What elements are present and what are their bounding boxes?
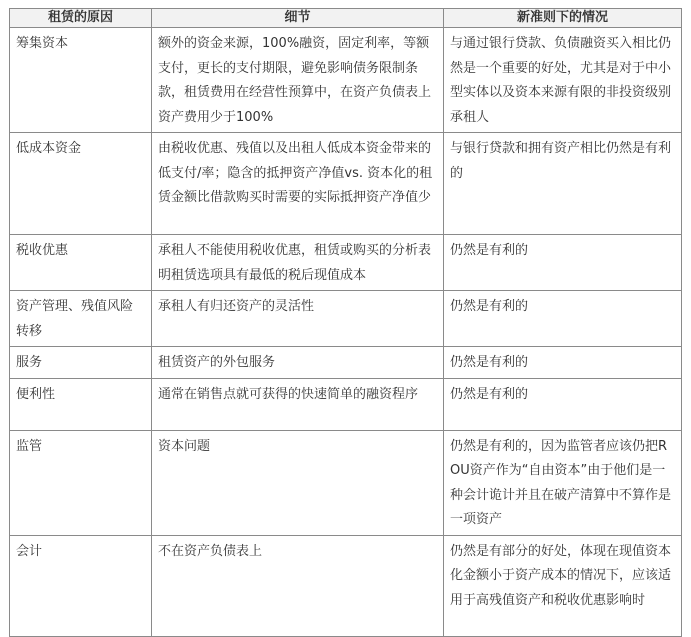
table-row — [10, 235, 682, 291]
table-row — [10, 347, 682, 379]
table-row — [10, 535, 682, 636]
header-detail: 细节 — [152, 9, 444, 28]
detail-cell: 资本问题 — [152, 430, 444, 535]
detail-cell: 承租人不能使用税收优惠，租赁或购买的分析表明租赁选项具有最低的税后现值成本 — [152, 235, 444, 291]
detail-cell: 通常在销售点就可获得的快速简单的融资程序 — [152, 378, 444, 430]
table-row — [10, 430, 682, 535]
detail-cell: 承租人有归还资产的灵活性 — [152, 291, 444, 347]
detail-cell: 由税收优惠、残值以及出租人低成本资金带来的低支付/率；隐含的抵押资产净值vs. 资本化的租赁金额比借款购买时需要的实际抵押资产净值少 — [152, 133, 444, 235]
detail-cell: 租赁资产的外包服务 — [152, 347, 444, 379]
detail-cell: 不在资产负债表上 — [152, 535, 444, 636]
reason-cell: 税收优惠 — [10, 235, 152, 291]
header-reason: 租赁的原因 — [10, 9, 152, 28]
situation-cell: 与通过银行贷款、负债融资买入相比仍然是一个重要的好处，尤其是对于中小型实体以及资本来源有限的非投资级别承租人 — [444, 28, 682, 133]
header-situation: 新准则下的情况 — [444, 9, 682, 28]
reason-cell: 低成本资金 — [10, 133, 152, 235]
situation-cell: 与银行贷款和拥有资产相比仍然是有利的 — [444, 133, 682, 235]
table-row — [10, 291, 682, 347]
lease-reasons-table — [9, 8, 682, 637]
situation-cell: 仍然是有利的，因为监管者应该仍把ROU资产作为“自由资本”由于他们是一种会计诡计并且在破产清算中不算作是一项资产 — [444, 430, 682, 535]
situation-cell: 仍然是有利的 — [444, 378, 682, 430]
situation-cell: 仍然是有利的 — [444, 347, 682, 379]
reason-cell: 便利性 — [10, 378, 152, 430]
situation-cell: 仍然是有部分的好处，体现在现值资本化金额小于资产成本的情况下，应该适用于高残值资产和税收优惠影响时 — [444, 535, 682, 636]
situation-cell: 仍然是有利的 — [444, 291, 682, 347]
reason-cell: 筹集资本 — [10, 28, 152, 133]
table-row — [10, 378, 682, 430]
reason-cell: 监管 — [10, 430, 152, 535]
reason-cell: 资产管理、残值风险转移 — [10, 291, 152, 347]
table-row — [10, 133, 682, 235]
reason-cell: 服务 — [10, 347, 152, 379]
detail-cell: 额外的资金来源，100%融资，固定利率，等额支付，更长的支付期限，避免影响债务限制条款，租赁费用在经营性预算中，在资产负债表上资产费用少于100% — [152, 28, 444, 133]
reason-cell: 会计 — [10, 535, 152, 636]
table-row — [10, 28, 682, 133]
situation-cell: 仍然是有利的 — [444, 235, 682, 291]
header-row — [10, 9, 682, 28]
